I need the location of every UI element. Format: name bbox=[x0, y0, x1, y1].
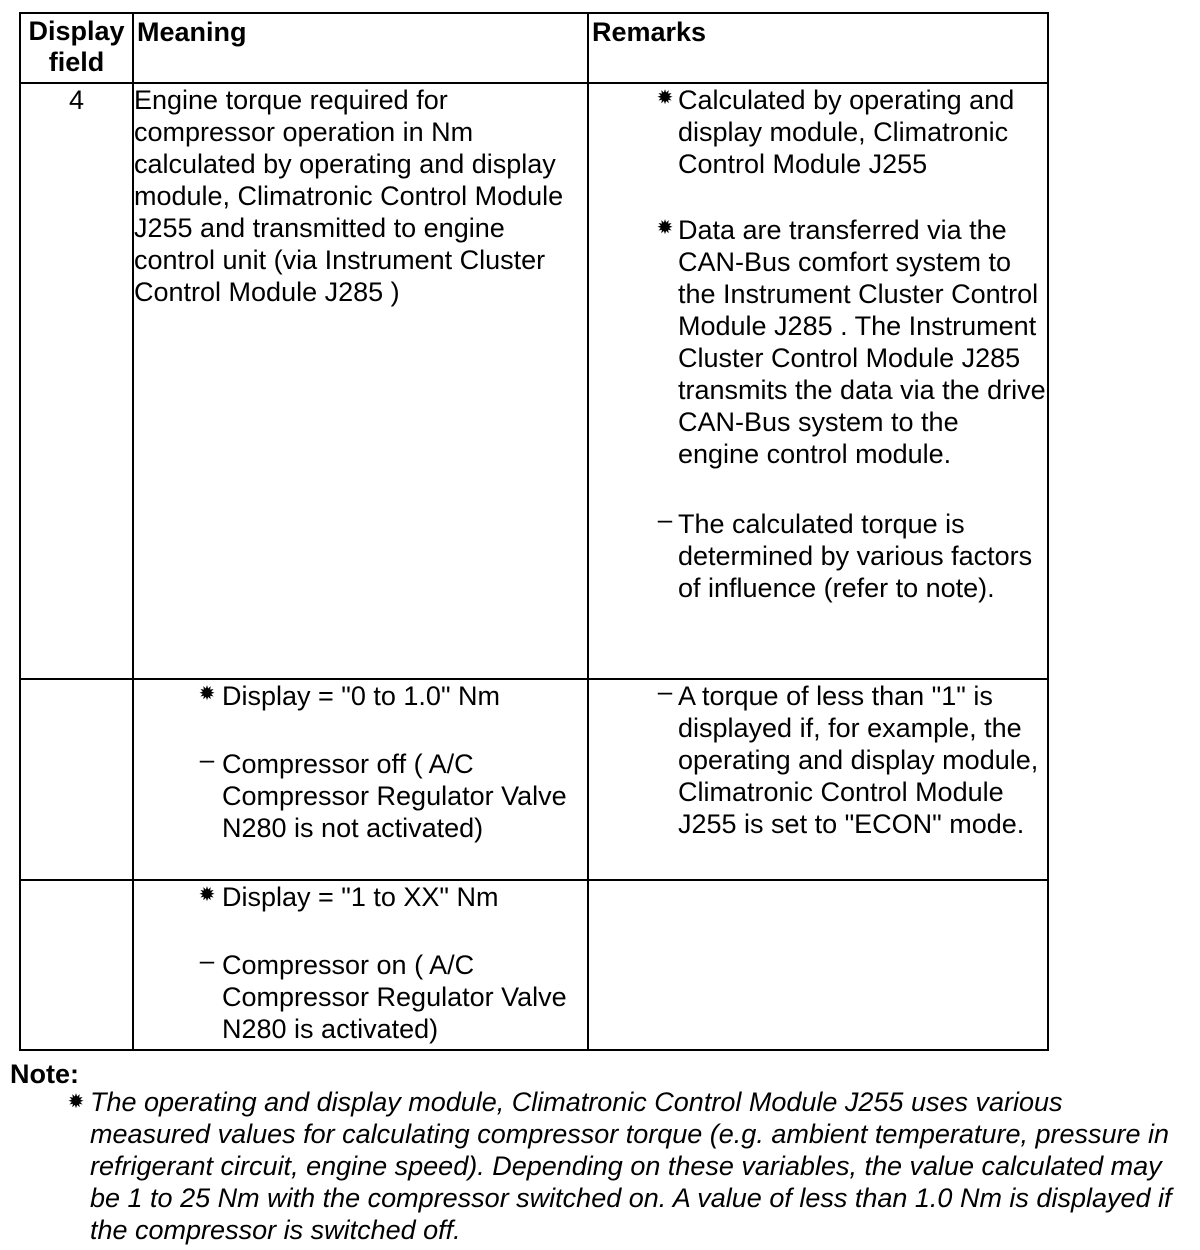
meaning-text: Compressor on ( A/C Compressor Regulator Valve N280 is activated) bbox=[222, 950, 567, 1044]
remark-text: Calculated by operating and display module, Climatronic Control Module J255 bbox=[678, 85, 1015, 179]
note-text: The operating and display module, Climatronic Control Module J255 uses various measured values for calculating compressor torque (e.g. ambient temperature, pressure in refrigerant circuit, engine speed). Depending on these variables, the value calculated may be 1 to 25 Nm with the compressor switched on. A value of less than 1.0 Nm is displayed if the compressor is switched off. bbox=[90, 1087, 1172, 1245]
bullet-icon: ✹ bbox=[67, 1091, 85, 1113]
remarks-cell bbox=[588, 676, 1048, 880]
dash-icon: – bbox=[657, 504, 673, 534]
list-item bbox=[134, 945, 587, 1045]
table-row bbox=[20, 679, 1048, 880]
meaning-text: Display = "0 to 1.0" Nm bbox=[222, 681, 501, 711]
list-item bbox=[134, 744, 587, 844]
meaning-cell bbox=[133, 880, 588, 1050]
display-field-value: 4 bbox=[20, 83, 133, 679]
header-remarks: Remarks bbox=[588, 13, 1048, 83]
list-item bbox=[589, 504, 1047, 604]
list-item bbox=[589, 214, 1047, 470]
list-item bbox=[134, 680, 587, 712]
remarks-cell-empty bbox=[588, 880, 1048, 1050]
meaning-cell: Engine torque required for compressor operation in Nm calculated by operating and display module, Climatronic Control Module J255 and transmitted to engine control unit (via Instrument Cluster Control Module J285 ) bbox=[133, 83, 588, 679]
list-item bbox=[589, 84, 1047, 180]
note-item bbox=[67, 1086, 1190, 1246]
note-title: Note: bbox=[10, 1059, 79, 1089]
remarks-cell bbox=[588, 83, 1048, 679]
table-row bbox=[20, 83, 1048, 679]
list-item bbox=[589, 676, 1047, 840]
list-item bbox=[134, 881, 587, 913]
dash-icon: – bbox=[199, 945, 215, 975]
bullet-icon: ✹ bbox=[198, 884, 216, 906]
dash-icon: – bbox=[657, 676, 673, 706]
remark-text: A torque of less than "1" is displayed if, for example, the operating and display module, Climatronic Control Module J255 is set to "ECON" mode. bbox=[678, 681, 1039, 839]
display-field-empty bbox=[20, 880, 133, 1050]
meaning-text: Compressor off ( A/C Compressor Regulator Valve N280 is not activated) bbox=[222, 749, 567, 843]
meaning-cell bbox=[133, 679, 588, 880]
header-meaning: Meaning bbox=[133, 13, 588, 83]
meaning-text: Display = "1 to XX" Nm bbox=[222, 882, 499, 912]
display-field-table bbox=[19, 12, 1049, 1051]
bullet-icon: ✹ bbox=[656, 87, 674, 109]
remark-text: Data are transferred via the CAN-Bus comfort system to the Instrument Cluster Control Module J285 . The Instrument Cluster Control Module J285 transmits the data via the drive CAN-Bus system to the engine control module. bbox=[678, 215, 1046, 469]
display-field-empty bbox=[20, 679, 133, 880]
table-header-row bbox=[20, 13, 1048, 83]
table-row bbox=[20, 880, 1048, 1050]
bullet-icon: ✹ bbox=[656, 217, 674, 239]
bullet-icon: ✹ bbox=[198, 683, 216, 705]
remark-text: The calculated torque is determined by various factors of influence (refer to note). bbox=[678, 509, 1033, 603]
header-display-field: Display field bbox=[20, 13, 133, 83]
dash-icon: – bbox=[199, 744, 215, 774]
